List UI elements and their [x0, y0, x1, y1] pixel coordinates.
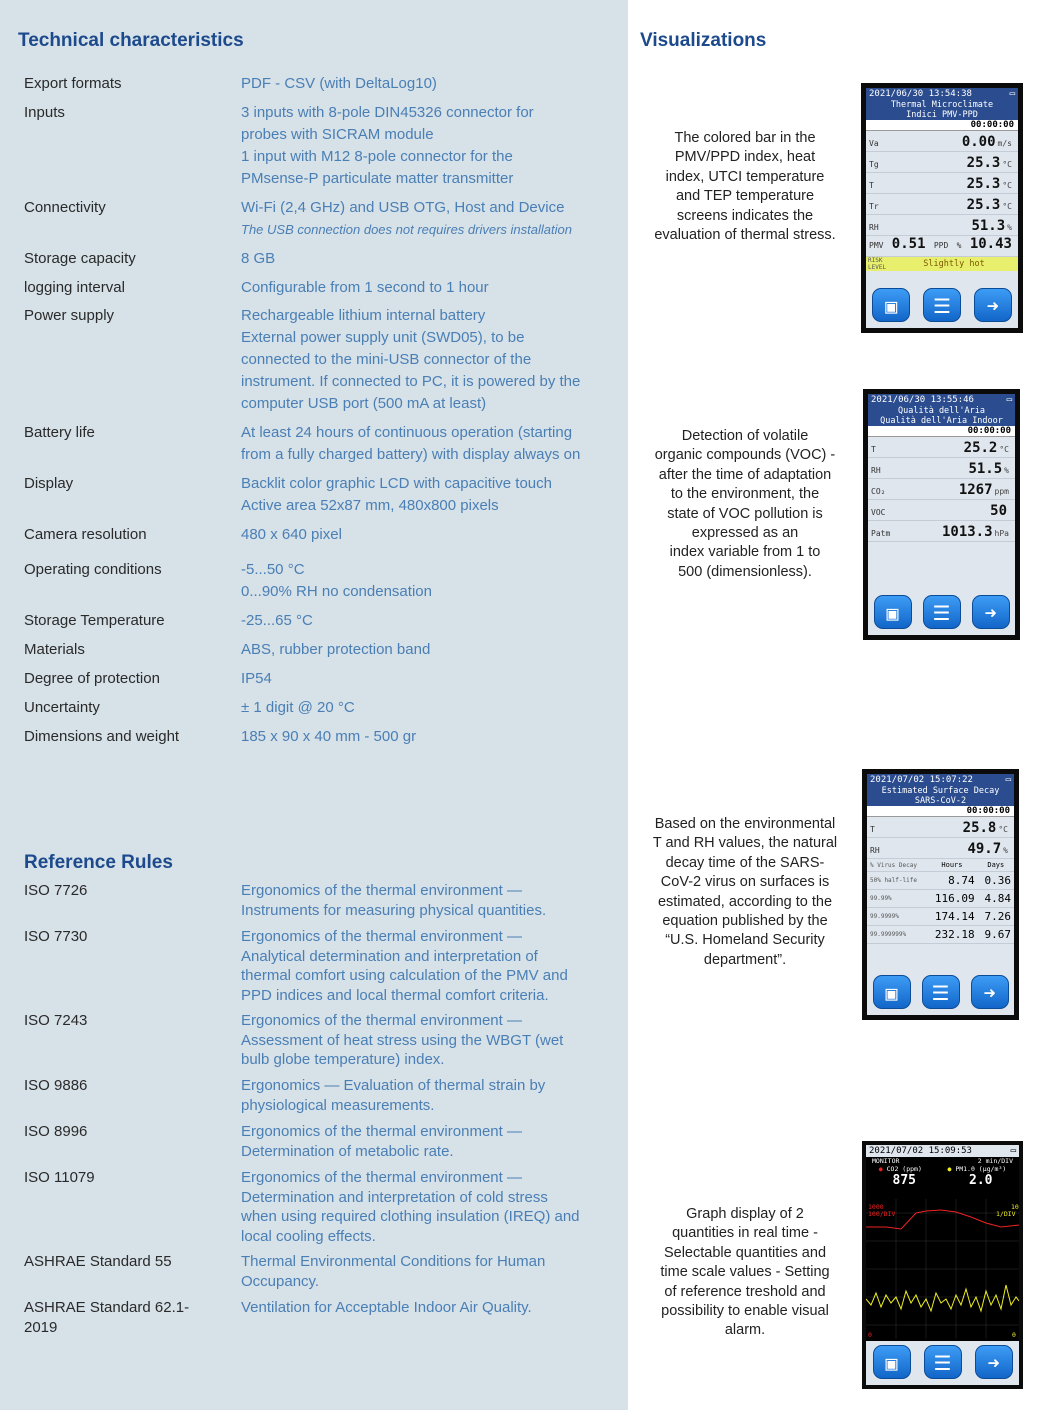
- spec-value: -25...65 °C: [241, 612, 313, 629]
- screen-subtitle: Indici PMV-PPD: [866, 110, 1018, 120]
- camera-button[interactable]: ▣: [873, 975, 911, 1009]
- spec-label: Export formats: [24, 75, 122, 92]
- ref-standard: ISO 8996: [24, 1123, 88, 1140]
- decay-table-row: 99.9999% 174.14 7.26: [867, 908, 1014, 926]
- left-axis-div: 100/DIV: [868, 1210, 896, 1218]
- next-button[interactable]: ➜: [974, 288, 1012, 322]
- q2-label: ● PM1.0 (µg/m³): [947, 1165, 1007, 1173]
- screen-subtitle: SARS-CoV-2: [867, 796, 1014, 806]
- ref-description: Ergonomics of the thermal environment — Analytical determination and interpretation of thermal comfort using calculation of the PMV and PPD indices and local thermal comfort criteria.: [241, 928, 568, 1004]
- camera-button[interactable]: ▣: [873, 1345, 911, 1379]
- camera-button[interactable]: ▣: [874, 595, 912, 629]
- screen-title: Qualità dell'Aria: [868, 406, 1015, 416]
- status-icons: ▭: [1006, 395, 1012, 405]
- spec-value: ± 1 digit @ 20 °C: [241, 699, 355, 716]
- decay-table-row: 99.999999% 232.18 9.67: [867, 926, 1014, 944]
- spec-value: ABS, rubber protection band: [241, 641, 431, 658]
- screen-timer: 00:00:00: [868, 426, 1015, 437]
- ref-standard: ISO 7730: [24, 928, 88, 945]
- screen-title: Thermal Microclimate: [866, 100, 1018, 110]
- menu-button[interactable]: ☰: [923, 288, 961, 322]
- spec-value: At least 24 hours of continuous operation (starting from a fully charged battery) with display always on: [241, 424, 581, 463]
- spec-value: Configurable from 1 second to 1 hour: [241, 279, 489, 296]
- reading-row: Va 0.00 m/s: [866, 131, 1018, 152]
- next-button[interactable]: ➜: [972, 595, 1010, 629]
- ref-description: Ergonomics — Evaluation of thermal strain by physiological measurements.: [241, 1077, 546, 1114]
- spec-note: The USB connection does not requires drivers installation: [241, 222, 572, 237]
- ref-standard: ASHRAE Standard 62.1- 2019: [24, 1299, 190, 1336]
- status-icons: ▭: [1005, 775, 1011, 785]
- visualization-description: Detection of volatile organic compounds (VOC) - after the time of adaptation to the environment, the state of VOC pollution is expressed as an index variable from 1 to 500 (dimensionless).: [654, 428, 836, 580]
- screen-air-quality: [863, 389, 1020, 640]
- ref-description: Ventilation for Acceptable Indoor Air Quality.: [241, 1299, 532, 1316]
- next-button[interactable]: ➜: [975, 1345, 1013, 1379]
- reading-row: Tr 25.3 °C: [866, 194, 1018, 215]
- screen-datetime: 2021/07/02 15:09:53: [869, 1146, 972, 1156]
- spec-label: Display: [24, 475, 74, 492]
- tech-title: Technical characteristics: [18, 30, 244, 51]
- ref-description: Ergonomics of the thermal environment — Determination and interpretation of cold stress when using required clothing insulation (IREQ) and local cooling effects.: [241, 1169, 580, 1245]
- spec-value: 185 x 90 x 40 mm - 500 gr: [241, 728, 417, 745]
- ref-standard: ISO 7243: [24, 1012, 88, 1029]
- screen-datetime: 2021/07/02 15:07:22: [870, 775, 973, 785]
- decay-table: [867, 859, 1014, 944]
- reading-row: RH 49.7 %: [867, 838, 1014, 859]
- screen-title: Estimated Surface Decay: [867, 786, 1014, 796]
- menu-button[interactable]: ☰: [924, 1345, 962, 1379]
- screen-subtitle: Qualità dell'Aria Indoor: [868, 416, 1015, 426]
- spec-value: -5...50 °C 0...90% RH no condensation: [241, 561, 432, 600]
- spec-label: logging interval: [24, 279, 125, 296]
- status-icons: ▭: [1009, 89, 1015, 99]
- spec-label: Connectivity: [24, 199, 106, 216]
- spec-value: Rechargeable lithium internal battery External power supply unit (SWD05), to be connected to the mini-USB connector of the instrument. If connected to PC, it is powered by the computer USB port (500 mA at least): [241, 307, 581, 412]
- right-axis-div: 1/DIV: [996, 1210, 1016, 1218]
- ref-description: Thermal Environmental Conditions for Human Occupancy.: [241, 1253, 546, 1290]
- ref-title: Reference Rules: [24, 852, 173, 873]
- spec-value: 3 inputs with 8-pole DIN45326 connector for probes with SICRAM module 1 input with M12 8-pole connector for the PMsense-P particulate matter transmitter: [241, 104, 534, 187]
- screen-buttons: [867, 975, 1014, 1009]
- ref-description: Ergonomics of the thermal environment — Assessment of heat stress using the WBGT (wet bulb globe temperature) index.: [241, 1012, 564, 1068]
- pmv-row: PMV 0.51 PPD % 10.43: [866, 236, 1018, 257]
- screen-virus-decay: [862, 769, 1019, 1020]
- reading-row: VOC 50: [868, 500, 1015, 521]
- screen-monitor-graph: [862, 1141, 1023, 1389]
- ref-standard: ISO 9886: [24, 1077, 88, 1094]
- left-axis-zero: 0: [868, 1331, 872, 1339]
- spec-value: Wi-Fi (2,4 GHz) and USB OTG, Host and Device The USB connection does not requires drivers installation: [241, 197, 611, 241]
- right-axis-zero: 0: [1012, 1331, 1016, 1339]
- time-div: 2 min/DIV: [977, 1157, 1013, 1165]
- q2-value: 2.0: [969, 1173, 993, 1188]
- spec-label: Operating conditions: [24, 561, 162, 578]
- screen-datetime: 2021/06/30 13:55:46: [871, 395, 974, 405]
- reading-row: T 25.2 °C: [868, 437, 1015, 458]
- screen-timer: 00:00:00: [867, 806, 1014, 817]
- reading-row: RH 51.5 %: [868, 458, 1015, 479]
- ref-description: Ergonomics of the thermal environment — Instruments for measuring physical quantities.: [241, 882, 547, 919]
- reading-row: T 25.3 °C: [866, 173, 1018, 194]
- ref-standard: ISO 7726: [24, 882, 88, 899]
- reading-row: CO₂ 1267 ppm: [868, 479, 1015, 500]
- ref-standard: ISO 11079: [24, 1169, 95, 1186]
- ref-standard: ASHRAE Standard 55: [24, 1253, 172, 1270]
- screen-datetime: 2021/06/30 13:54:38: [869, 89, 972, 99]
- reading-row: T 25.8 °C: [867, 817, 1014, 838]
- risk-bar: RISK LEVEL Slightly hot: [866, 257, 1018, 271]
- screen-buttons: [866, 288, 1018, 322]
- screen-thermal: [861, 83, 1023, 333]
- reading-row: RH 51.3 %: [866, 215, 1018, 236]
- right-axis-top: 10: [1011, 1203, 1019, 1211]
- spec-label: Storage capacity: [24, 250, 136, 267]
- menu-button[interactable]: ☰: [923, 595, 961, 629]
- q1-label: ● CO2 (ppm): [878, 1165, 922, 1173]
- reading-row: Tg 25.3 °C: [866, 152, 1018, 173]
- monitor-graph: [866, 1199, 1019, 1339]
- camera-button[interactable]: ▣: [872, 288, 910, 322]
- spec-value: IP54: [241, 670, 272, 687]
- visualization-description: Graph display of 2 quantities in real time - Selectable quantities and time scale values - Setting of reference treshold and possibility to enable visual alarm.: [660, 1206, 830, 1339]
- pm-trace: [866, 1285, 1019, 1311]
- spec-label: Power supply: [24, 307, 115, 324]
- spec-label: Inputs: [24, 104, 65, 121]
- spec-value: 480 x 640 pixel: [241, 526, 342, 543]
- spec-value: Backlit color graphic LCD with capacitive touch Active area 52x87 mm, 480x800 pixels: [241, 475, 552, 514]
- left-axis-top: 1000: [868, 1203, 884, 1211]
- screen-buttons: [868, 595, 1015, 629]
- decay-table-row: 50% half-life 8.74 0.36: [867, 872, 1014, 890]
- status-icons: ▭: [1010, 1146, 1016, 1156]
- screen-timer: 00:00:00: [866, 120, 1018, 131]
- monitor-label: MONITOR: [872, 1157, 900, 1165]
- screen-buttons: [866, 1341, 1019, 1385]
- reading-row: Patm 1013.3 hPa: [868, 521, 1015, 542]
- visualization-description: The colored bar in the PMV/PPD index, heat index, UTCI temperature and TEP temperature screens indicates the evaluation of thermal stress.: [654, 130, 836, 244]
- spec-label: Materials: [24, 641, 85, 658]
- spec-label: Battery life: [24, 424, 95, 441]
- q1-value: 875: [892, 1173, 916, 1188]
- spec-label: Storage Temperature: [24, 612, 165, 629]
- decay-table-head: % Virus Decay Hours Days: [867, 859, 1014, 872]
- spec-label: Degree of protection: [24, 670, 160, 687]
- next-button[interactable]: ➜: [971, 975, 1009, 1009]
- visualization-description: Based on the environmental T and RH values, the natural decay time of the SARS- CoV-2 virus on surfaces is estimated, according to the equation published by the “U.S. Homeland Security department”.: [652, 816, 838, 968]
- spec-label: Uncertainty: [24, 699, 100, 716]
- spec-label: Camera resolution: [24, 526, 147, 543]
- visualizations-title: Visualizations: [640, 30, 767, 51]
- spec-value: PDF - CSV (with DeltaLog10): [241, 75, 437, 92]
- spec-label: Dimensions and weight: [24, 728, 180, 745]
- ref-description: Ergonomics of the thermal environment — Determination of metabolic rate.: [241, 1123, 522, 1160]
- decay-table-row: 99.99% 116.09 4.84: [867, 890, 1014, 908]
- spec-value: 8 GB: [241, 250, 276, 267]
- menu-button[interactable]: ☰: [922, 975, 960, 1009]
